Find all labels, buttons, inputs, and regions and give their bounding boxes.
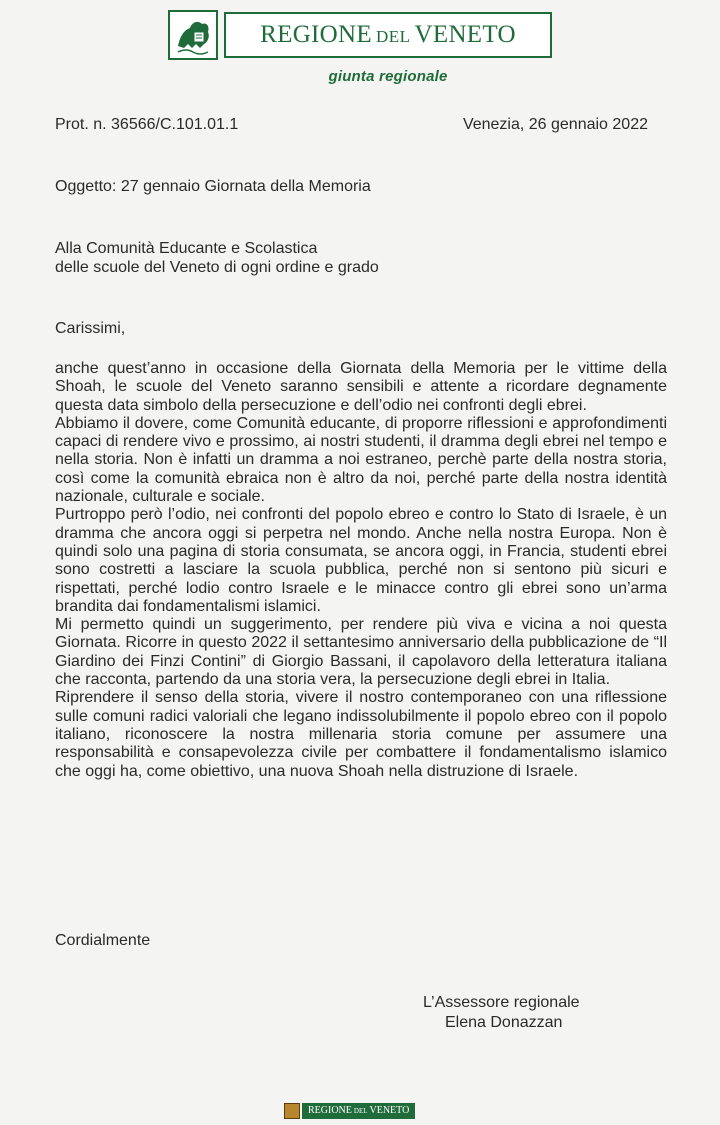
letter-date: Venezia, 26 gennaio 2022 xyxy=(462,116,648,133)
letterhead-subtitle: giunta regionale xyxy=(328,68,448,85)
signatory-title: L’Assessore regionale xyxy=(423,994,580,1011)
protocol-number: Prot. n. 36566/C.101.01.1 xyxy=(55,116,239,133)
letterhead xyxy=(168,10,558,90)
body-paragraph: anche quest’anno in occasione della Giornata della Memoria per le vittime della Shoah, le scuole del Veneto saranno sensibili e attente a ricordare degnamente questa data simbolo della persecuzione e dell’odio nei confronti degli ebrei. xyxy=(55,360,667,414)
footer-brand-main: REGIONE xyxy=(308,1105,352,1116)
footer-wordmark xyxy=(302,1103,415,1119)
letter-subject: Oggetto: 27 gennaio Giornata della Memoria xyxy=(55,178,371,195)
body-paragraph: Purtroppo però l’odio, nei confronti del popolo ebreo e contro lo Stato di Israele, è un dramma che ancora oggi si perpetra nel mondo. Anche nella nostra Europa. Non è quindi solo una pagina di storia consumata, se ancora oggi, in Francia, studenti ebrei sono costretti a lasciare la scuola pubblica, perché non si sentono più sicuri e rispettati, perché lodio contro Israele e le minacce contro gli ebrei sono un’arma brandita dai fondamentalismi islamici. xyxy=(55,506,667,615)
recipient-line-1: Alla Comunità Educante e Scolastica xyxy=(55,240,318,257)
region-wordmark xyxy=(224,12,552,58)
footer-brand-small: DEL xyxy=(353,1107,368,1115)
signatory-name: Elena Donazzan xyxy=(445,1014,563,1031)
brand-small: DEL xyxy=(375,27,411,46)
salutation: Carissimi, xyxy=(55,320,126,337)
brand-end: VENETO xyxy=(414,21,516,48)
body-paragraph: Mi permetto quindi un suggerimento, per rendere più viva e vicina a noi questa Giornata. Ricorre in questo 2022 il settantesimo anniversario della pubblicazione de “Il Giardino dei Finzi Contini” di Giorgio Bassani, il capolavoro della letteratura italiana che racconta, partendo da una storia vera, la persecuzione degli ebrei in Italia. xyxy=(55,616,667,689)
body-paragraph: Abbiamo il dovere, come Comunità educante, di proporre riflessioni e approfondimenti capaci di rendere vivo e prossimo, ai nostri studenti, il dramma degli ebrei nel tempo e nella storia. Non è infatti un dramma a noi estraneo, perchè parte della nostra storia, così come la comunità ebraica non è altro da noi, perché parte della nostra identità nazionale, culturale e sociale. xyxy=(55,414,667,506)
letter-body xyxy=(55,360,667,781)
brand-main: REGIONE xyxy=(260,21,372,48)
footer-crest-icon xyxy=(284,1103,300,1119)
footer-brand-end: VENETO xyxy=(369,1105,410,1116)
footer-logo xyxy=(284,1103,415,1119)
signature-block xyxy=(423,993,580,1033)
recipient-line-2: delle scuole del Veneto di ogni ordine e grado xyxy=(55,259,379,276)
closing: Cordialmente xyxy=(55,932,151,949)
body-paragraph: Riprendere il senso della storia, vivere il nostro contemporaneo con una riflessione sulle comuni radici valoriali che legano indissolubilmente il popolo ebreo con il popolo italiano, riconoscere la nostra millenaria storia comune per assumere una responsabilità e consapevolezza civile per combattere il fondamentalismo islamico che oggi ha, come obiettivo, una nuova Shoah nella distruzione di Israele. xyxy=(55,689,667,780)
lion-crest-icon xyxy=(168,10,218,60)
